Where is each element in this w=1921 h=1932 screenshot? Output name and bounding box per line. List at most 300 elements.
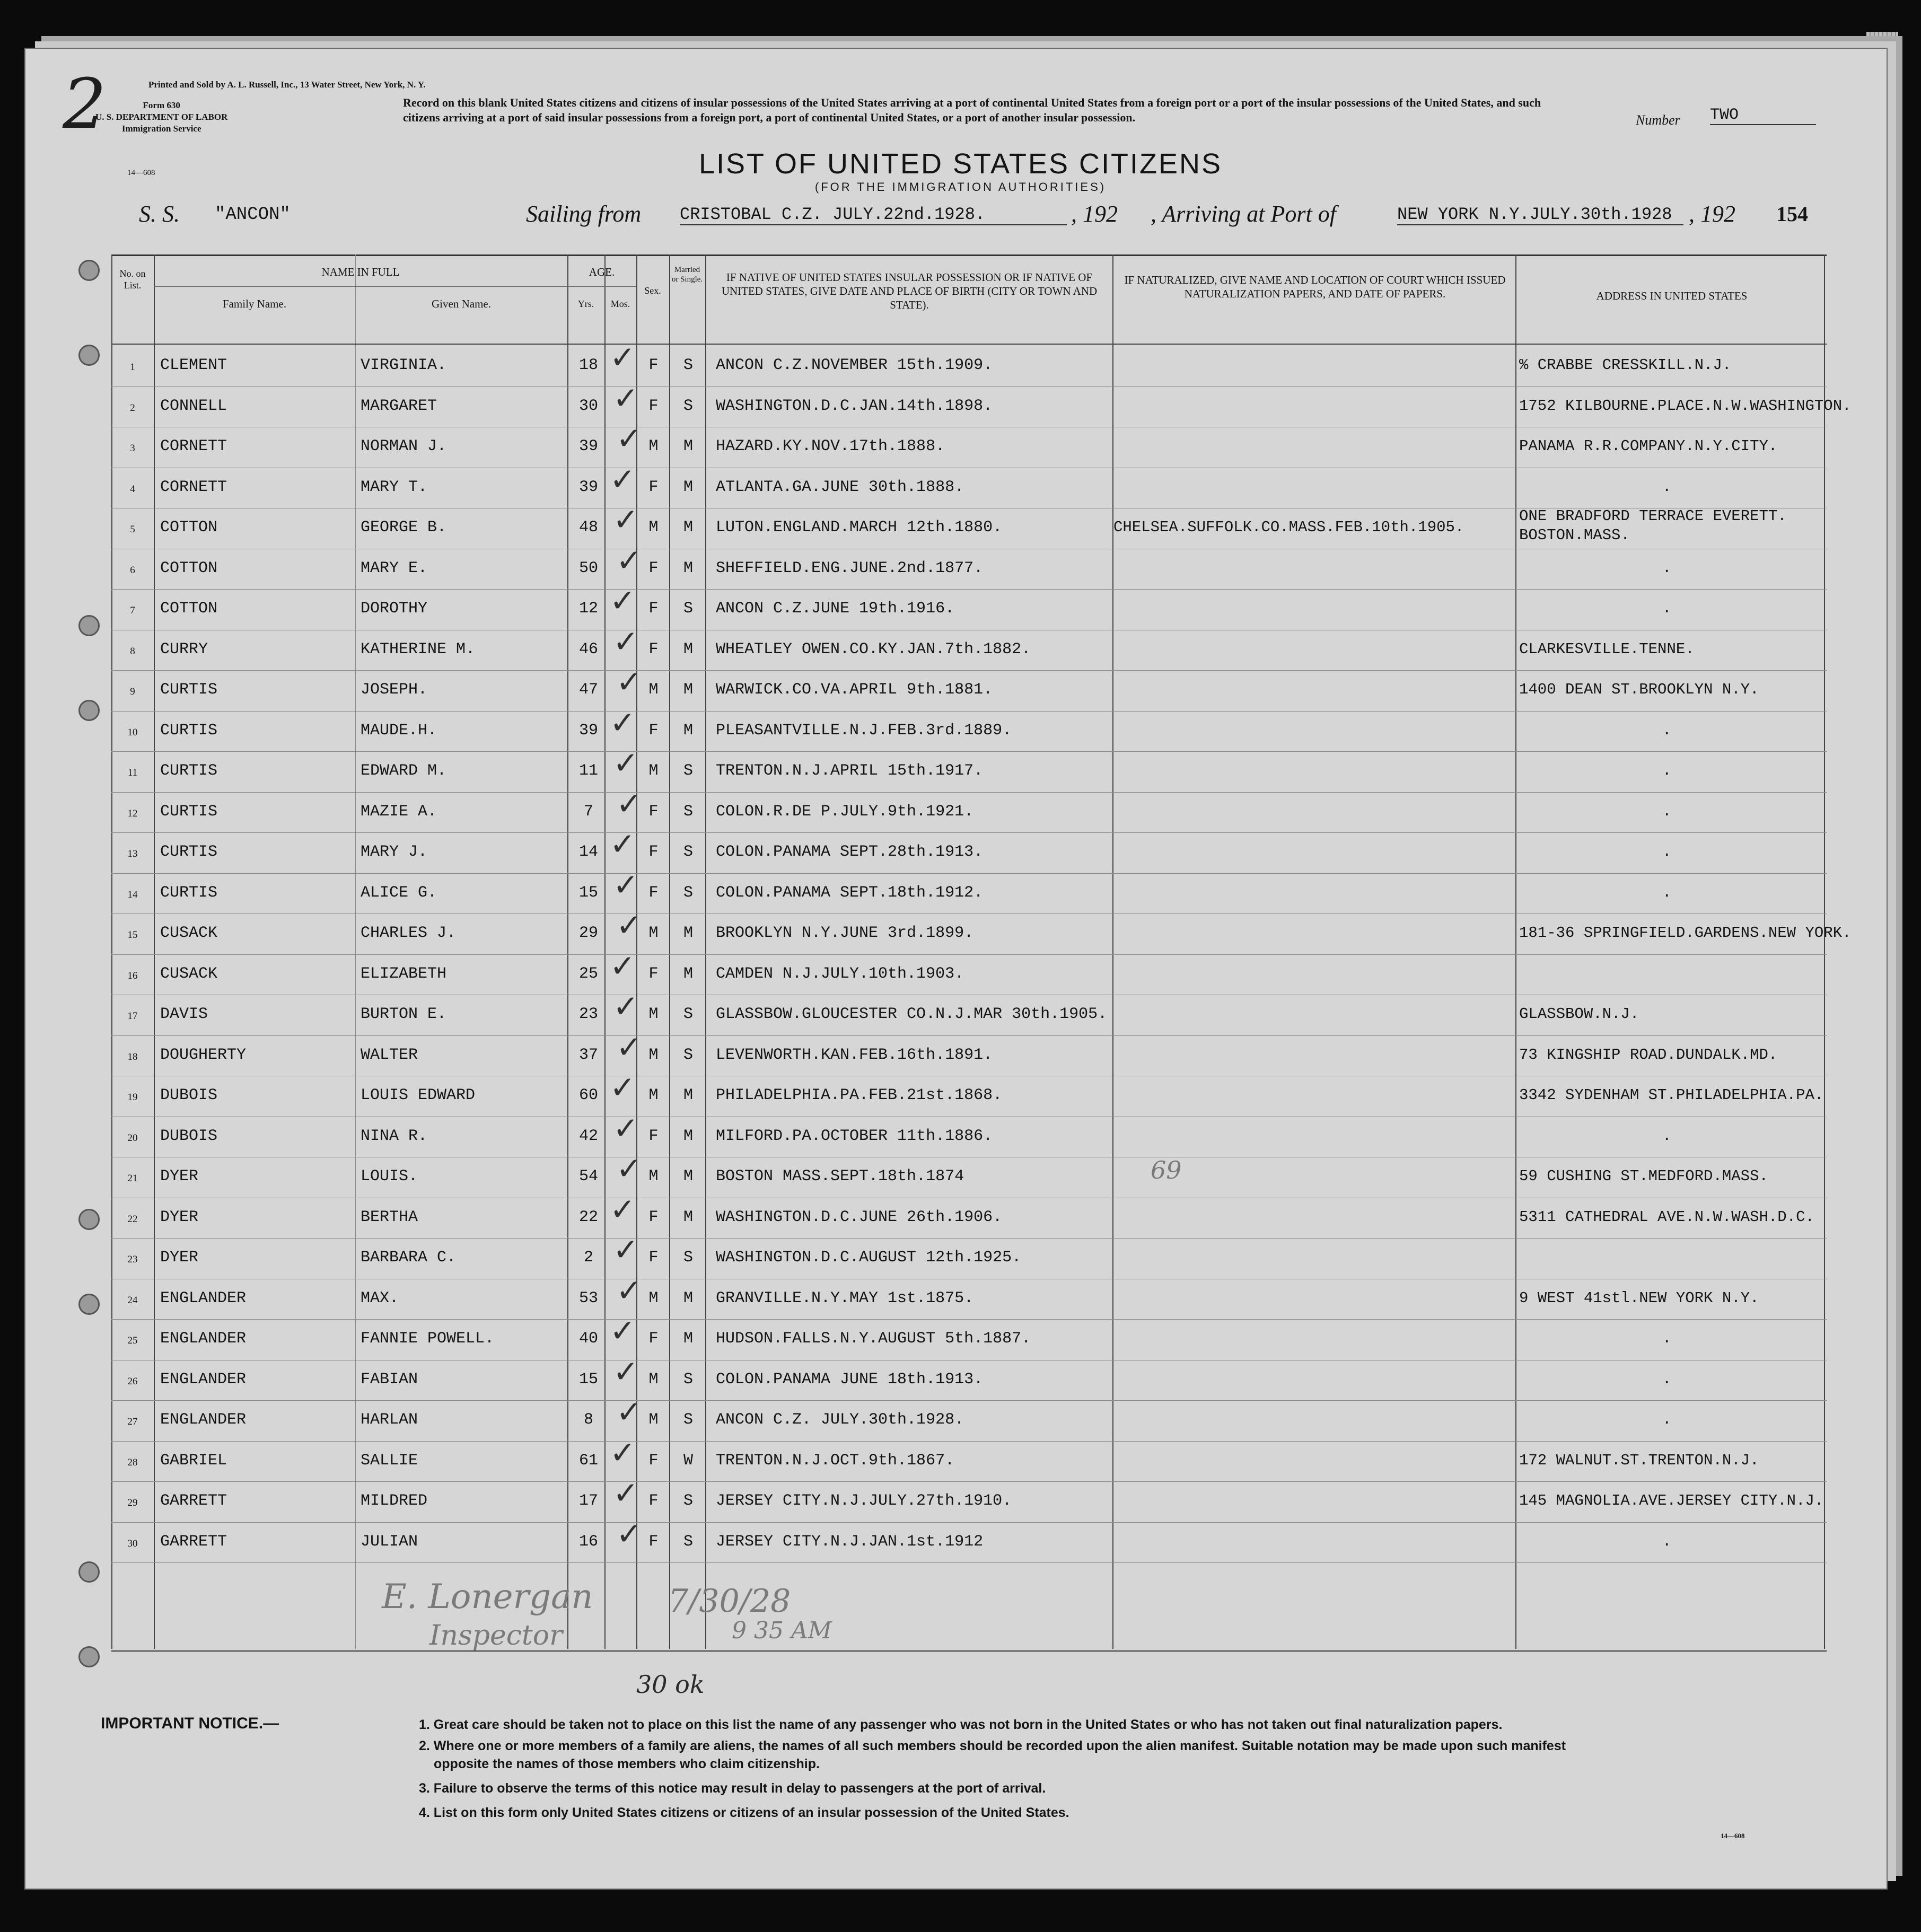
inspector-title: Inspector <box>429 1620 563 1652</box>
marital-status: S <box>683 843 693 861</box>
punch-hole <box>78 1209 100 1230</box>
birth-place-date: WARWICK.CO.VA.APRIL 9th.1881. <box>716 681 993 699</box>
age-years: 15 <box>578 1370 598 1389</box>
row-rule <box>111 1522 1827 1523</box>
checkmark-icon: ✓ <box>616 1394 642 1430</box>
row-number: 21 <box>127 1173 138 1184</box>
family-name: CURTIS <box>160 762 218 780</box>
punch-hole <box>78 700 100 721</box>
age-years: 30 <box>578 397 598 415</box>
sex-value: M <box>648 1167 659 1185</box>
naturalization-info: CHELSEA.SUFFOLK.CO.MASS.FEB.10th.1905. <box>1113 519 1464 536</box>
row-number: 19 <box>127 1092 138 1103</box>
age-years: 2 <box>583 1249 593 1267</box>
margin-note: 30 ok <box>636 1670 705 1699</box>
row-rule <box>111 1400 1827 1401</box>
us-address: % CRABBE CRESSKILL.N.J. <box>1519 356 1732 374</box>
col-age: AGE. <box>589 266 615 278</box>
col-sex: Sex. <box>644 285 661 296</box>
given-name: GEORGE B. <box>361 519 447 537</box>
us-address: 1400 DEAN ST.BROOKLYN N.Y. <box>1519 681 1759 698</box>
checkmark-icon: ✓ <box>616 420 642 456</box>
family-name: GABRIEL <box>160 1451 227 1470</box>
marital-status: S <box>683 1411 693 1429</box>
age-years: 15 <box>578 883 598 902</box>
col-family-name: Family Name. <box>222 297 287 310</box>
sex-value: M <box>648 1370 659 1389</box>
row-rule <box>111 954 1827 955</box>
row-rule <box>111 1441 1827 1442</box>
column-divider <box>636 254 637 1649</box>
sex-value: M <box>648 1086 659 1104</box>
family-name: CUSACK <box>160 964 218 983</box>
checkmark-icon: ✓ <box>610 826 636 862</box>
sex-value: F <box>648 721 659 740</box>
checkmark-icon: ✓ <box>613 1110 639 1146</box>
checkmark-icon: ✓ <box>613 1232 639 1268</box>
given-name: LOUIS. <box>361 1167 418 1185</box>
row-number: 16 <box>127 970 138 981</box>
age-years: 8 <box>583 1411 593 1429</box>
given-name: BERTHA <box>361 1208 418 1226</box>
checkmark-icon: ✓ <box>616 1151 642 1187</box>
us-address: . <box>1662 1330 1672 1347</box>
age-years: 39 <box>578 721 598 740</box>
family-name: CUSACK <box>160 924 218 942</box>
punch-hole <box>78 1646 100 1667</box>
inspection-time: 9 35 AM <box>732 1617 832 1644</box>
marital-status: S <box>683 356 693 374</box>
marital-status: W <box>683 1451 693 1470</box>
sailing-label: Sailing from <box>526 201 642 227</box>
us-address: 172 WALNUT.ST.TRENTON.N.J. <box>1519 1451 1759 1469</box>
sex-value: F <box>648 478 659 496</box>
age-years: 25 <box>578 964 598 983</box>
birth-place-date: TRENTON.N.J.APRIL 15th.1917. <box>716 762 984 780</box>
age-years: 17 <box>578 1492 598 1510</box>
given-name: JULIAN <box>361 1532 418 1551</box>
us-address: . <box>1662 478 1672 496</box>
birth-place-date: ATLANTA.GA.JUNE 30th.1888. <box>716 478 964 496</box>
row-number: 22 <box>127 1213 138 1225</box>
col-married: Married or Single. <box>671 266 703 284</box>
checkmark-icon: ✓ <box>616 664 642 700</box>
sex-value: M <box>648 1005 659 1023</box>
sex-value: F <box>648 356 659 374</box>
family-name: DYER <box>160 1208 199 1226</box>
row-rule <box>111 1481 1827 1482</box>
family-name: DOUGHERTY <box>160 1046 247 1064</box>
marital-status: S <box>683 1249 693 1267</box>
marital-status: M <box>683 1167 693 1185</box>
checkmark-icon: ✓ <box>616 907 642 943</box>
row-number: 23 <box>127 1254 138 1265</box>
us-address: 181-36 SPRINGFIELD.GARDENS.NEW YORK. <box>1519 924 1852 942</box>
age-years: 40 <box>578 1330 598 1348</box>
footer-code: 14—608 <box>1721 1832 1745 1840</box>
row-number: 24 <box>127 1294 138 1306</box>
checkmark-icon: ✓ <box>610 704 636 741</box>
birth-place-date: JERSEY CITY.N.J.JAN.1st.1912 <box>716 1532 984 1551</box>
birth-place-date: BROOKLYN N.Y.JUNE 3rd.1899. <box>716 924 974 942</box>
sex-value: F <box>648 1208 659 1226</box>
sex-value: F <box>648 1127 659 1145</box>
birth-place-date: WHEATLEY OWEN.CO.KY.JAN.7th.1882. <box>716 640 1031 658</box>
given-name: NORMAN J. <box>361 437 447 455</box>
ss-label: S. S. <box>139 201 180 227</box>
us-address: . <box>1662 883 1672 901</box>
arriving-value: NEW YORK N.Y.JULY.30th.1928 <box>1397 205 1683 225</box>
marital-status: S <box>683 1005 693 1023</box>
us-address: 145 MAGNOLIA.AVE.JERSEY CITY.N.J. <box>1519 1492 1824 1509</box>
given-name: MARY T. <box>361 478 428 496</box>
sex-value: F <box>648 883 659 902</box>
birth-place-date: LUTON.ENGLAND.MARCH 12th.1880. <box>716 519 1003 537</box>
age-years: 39 <box>578 437 598 455</box>
sex-value: F <box>648 600 659 618</box>
given-name: FABIAN <box>361 1370 418 1389</box>
given-name: JOSEPH. <box>361 681 428 699</box>
family-name: CLEMENT <box>160 356 227 374</box>
age-years: 29 <box>578 924 598 942</box>
marital-status: S <box>683 1492 693 1510</box>
family-name: DYER <box>160 1249 199 1267</box>
us-address: GLASSBOW.N.J. <box>1519 1005 1639 1023</box>
year-suffix: , 192 <box>1071 201 1118 227</box>
us-address: . <box>1662 559 1672 577</box>
family-name: ENGLANDER <box>160 1370 247 1389</box>
punch-hole <box>78 1561 100 1583</box>
birth-place-date: LEVENWORTH.KAN.FEB.16th.1891. <box>716 1046 993 1064</box>
marital-status: M <box>683 721 693 740</box>
family-name: CURRY <box>160 640 208 658</box>
birth-place-date: COLON.PANAMA SEPT.18th.1912. <box>716 883 984 902</box>
col-naturalized: IF NATURALIZED, GIVE NAME AND LOCATION OF COURT WHICH ISSUED NATURALIZATION PAPERS, AND DATE OF PAPERS. <box>1124 274 1506 300</box>
us-address: 9 WEST 41stl.NEW YORK N.Y. <box>1519 1289 1759 1307</box>
given-name: SALLIE <box>361 1451 418 1470</box>
record-instructions: Record on this blank United States citizens and citizens of insular possessions of the United States arriving at a port of continental United States from a foreign port or a port of the insular possessions of the United States, and such citizens arriving at a port of said insular possessions from a foreign port, a port of continental United States, or a port of another insular possession. <box>403 96 1541 124</box>
age-years: 46 <box>578 640 598 658</box>
row-number: 6 <box>130 564 135 576</box>
given-name: MARY J. <box>361 843 428 861</box>
col-birth: IF NATIVE OF UNITED STATES INSULAR POSSESSION OR IF NATIVE OF UNITED STATES, GIVE DATE AND PLACE OF BIRTH (CITY OR TOWN AND STATE). <box>721 271 1098 311</box>
family-name: ENGLANDER <box>160 1289 247 1307</box>
given-name: LOUIS EDWARD <box>361 1086 476 1104</box>
column-divider <box>669 254 670 1649</box>
birth-place-date: GLASSBOW.GLOUCESTER CO.N.J.MAR 30th.1905. <box>716 1005 1108 1023</box>
sex-value: M <box>648 519 659 537</box>
row-rule <box>111 711 1827 712</box>
row-number: 3 <box>130 443 135 454</box>
header-rule <box>111 344 1827 345</box>
age-years: 16 <box>578 1532 598 1551</box>
birth-place-date: BOSTON MASS.SEPT.18th.1874 <box>716 1167 964 1185</box>
checkmark-icon: ✓ <box>610 1191 636 1227</box>
given-name: BARBARA C. <box>361 1249 457 1267</box>
family-name: CURTIS <box>160 802 218 821</box>
given-name: VIRGINIA. <box>361 356 447 374</box>
us-address: 3342 SYDENHAM ST.PHILADELPHIA.PA. <box>1519 1086 1824 1104</box>
marginal-number: 69 <box>1151 1156 1182 1184</box>
family-name: DYER <box>160 1167 199 1185</box>
given-name: FANNIE POWELL. <box>361 1330 495 1348</box>
row-rule <box>111 1035 1827 1036</box>
page-subtitle: (FOR THE IMMIGRATION AUTHORITIES) <box>814 180 1107 194</box>
family-name: COTTON <box>160 559 218 577</box>
notice-item: 3. Failure to observe the terms of this notice may result in delay to passengers at the port of arrival. <box>419 1781 1046 1796</box>
us-address: PANAMA R.R.COMPANY.N.Y.CITY. <box>1519 437 1778 455</box>
sex-value: M <box>648 681 659 699</box>
row-number: 13 <box>127 848 138 859</box>
printer-credit: Printed and Sold by A. L. Russell, Inc., 13 Water Street, New York, N. Y. <box>148 80 426 90</box>
sex-value: F <box>648 1532 659 1551</box>
sailing-value: CRISTOBAL C.Z. JULY.22nd.1928. <box>680 205 1067 225</box>
checkmark-icon: ✓ <box>613 745 639 781</box>
age-years: 61 <box>578 1451 598 1470</box>
sex-value: M <box>648 1046 659 1064</box>
page-title: LIST OF UNITED STATES CITIZENS <box>698 148 1223 180</box>
family-name: CORNETT <box>160 437 227 455</box>
row-number: 9 <box>130 686 135 697</box>
marital-status: S <box>683 1532 693 1551</box>
given-name: DOROTHY <box>361 600 428 618</box>
checkmark-icon: ✓ <box>616 785 642 822</box>
marital-status: M <box>683 1330 693 1348</box>
sex-value: F <box>648 1451 659 1470</box>
notice-item: 4. List on this form only United States citizens or citizens of an insular possession of the United States. <box>419 1805 1069 1820</box>
col-address: ADDRESS IN UNITED STATES <box>1596 289 1748 302</box>
family-name: CURTIS <box>160 681 218 699</box>
birth-place-date: ANCON C.Z.NOVEMBER 15th.1909. <box>716 356 993 374</box>
age-subheader-rule <box>567 286 636 287</box>
age-years: 53 <box>578 1289 598 1307</box>
marital-status: M <box>683 1127 693 1145</box>
given-name: ALICE G. <box>361 883 437 902</box>
service-label: Immigration Service <box>121 124 201 134</box>
age-years: 18 <box>578 356 598 374</box>
given-name: CHARLES J. <box>361 924 457 942</box>
ship-name: "ANCON" <box>215 205 291 225</box>
marital-status: M <box>683 519 693 537</box>
row-number: 5 <box>130 524 135 535</box>
us-address: . <box>1662 762 1672 779</box>
checkmark-icon: ✓ <box>610 947 636 984</box>
checkmark-icon: ✓ <box>613 623 639 660</box>
birth-place-date: COLON.PANAMA SEPT.28th.1913. <box>716 843 984 861</box>
sex-value: F <box>648 397 659 415</box>
birth-place-date: JERSEY CITY.N.J.JULY.27th.1910. <box>716 1492 1012 1510</box>
checkmark-icon: ✓ <box>616 542 642 578</box>
column-divider <box>567 254 568 1649</box>
family-name: DUBOIS <box>160 1127 218 1145</box>
given-name: KATHERINE M. <box>361 640 476 658</box>
birth-place-date: COLON.PANAMA JUNE 18th.1913. <box>716 1370 984 1389</box>
row-rule <box>111 873 1827 874</box>
marital-status: S <box>683 397 693 415</box>
age-years: 11 <box>578 762 598 780</box>
manifest-table <box>111 254 1827 1652</box>
sex-value: F <box>648 843 659 861</box>
checkmark-icon: ✓ <box>610 339 636 375</box>
us-address: . <box>1662 1532 1672 1550</box>
punch-hole <box>78 260 100 281</box>
notice-lead: IMPORTANT NOTICE.— <box>101 1715 279 1732</box>
marital-status: M <box>683 1289 693 1307</box>
column-divider <box>604 254 606 1649</box>
family-name: ENGLANDER <box>160 1330 247 1348</box>
family-name: DAVIS <box>160 1005 208 1023</box>
given-name: MILDRED <box>361 1492 428 1510</box>
row-rule <box>111 792 1827 793</box>
given-name: MARY E. <box>361 559 428 577</box>
number-value: TWO <box>1710 106 1816 125</box>
sex-value: F <box>648 1492 659 1510</box>
row-rule <box>111 751 1827 752</box>
marital-status: M <box>683 964 693 983</box>
sex-value: M <box>648 762 659 780</box>
checkmark-icon: ✓ <box>613 502 639 538</box>
row-number: 4 <box>130 483 135 495</box>
us-address: . <box>1662 802 1672 820</box>
family-name: ENGLANDER <box>160 1411 247 1429</box>
marital-status: M <box>683 478 693 496</box>
column-divider <box>1824 254 1825 1649</box>
marital-status: M <box>683 640 693 658</box>
sex-value: M <box>648 437 659 455</box>
form-code: 14—608 <box>127 169 155 177</box>
form-number-handwritten: 2 <box>63 64 107 144</box>
row-rule <box>111 589 1827 590</box>
col-yrs: Yrs. <box>577 298 594 309</box>
row-number: 12 <box>127 807 138 819</box>
row-number: 10 <box>127 726 138 738</box>
sex-value: M <box>648 924 659 942</box>
us-address: . <box>1662 721 1672 739</box>
age-years: 39 <box>578 478 598 496</box>
row-rule <box>111 1562 1827 1563</box>
family-name: CONNELL <box>160 397 227 415</box>
sex-value: F <box>648 802 659 821</box>
name-subheader-rule <box>154 286 567 287</box>
age-years: 12 <box>578 600 598 618</box>
col-given-name: Given Name. <box>432 297 491 310</box>
family-name: CURTIS <box>160 843 218 861</box>
family-name: CORNETT <box>160 478 227 496</box>
us-address: . <box>1662 1370 1672 1388</box>
column-divider <box>1112 254 1113 1649</box>
col-mos: Mos. <box>610 298 630 309</box>
marital-status: S <box>683 600 693 618</box>
given-name: ELIZABETH <box>361 964 447 983</box>
birth-place-date: PLEASANTVILLE.N.J.FEB.3rd.1889. <box>716 721 1012 740</box>
checkmark-icon: ✓ <box>613 1475 639 1511</box>
given-name: NINA R. <box>361 1127 428 1145</box>
checkmark-icon: ✓ <box>613 866 639 903</box>
given-name: HARLAN <box>361 1411 418 1429</box>
column-divider <box>154 254 155 1649</box>
row-number: 26 <box>127 1375 138 1387</box>
family-name: GARRETT <box>160 1532 227 1551</box>
row-number: 2 <box>130 402 135 414</box>
sex-value: M <box>648 1289 659 1307</box>
row-rule <box>111 670 1827 671</box>
row-number: 20 <box>127 1132 138 1144</box>
age-years: 42 <box>578 1127 598 1145</box>
row-number: 1 <box>130 362 135 373</box>
row-number: 18 <box>127 1051 138 1062</box>
birth-place-date: MILFORD.PA.OCTOBER 11th.1886. <box>716 1127 993 1145</box>
row-rule <box>111 1319 1827 1320</box>
marital-status: M <box>683 1086 693 1104</box>
us-address: 1752 KILBOURNE.PLACE.N.W.WASHINGTON. <box>1519 397 1852 415</box>
marital-status: S <box>683 883 693 902</box>
family-name: CURTIS <box>160 721 218 740</box>
us-address: . <box>1662 843 1672 860</box>
age-years: 47 <box>578 681 598 699</box>
us-address: 73 KINGSHIP ROAD.DUNDALK.MD. <box>1519 1046 1778 1064</box>
sex-value: F <box>648 964 659 983</box>
us-address: 5311 CATHEDRAL AVE.N.W.WASH.D.C. <box>1519 1208 1814 1226</box>
age-years: 7 <box>583 802 593 821</box>
sex-value: M <box>648 1411 659 1429</box>
form-block <box>95 100 227 135</box>
checkmark-icon: ✓ <box>610 461 636 497</box>
birth-place-date: TRENTON.N.J.OCT.9th.1867. <box>716 1451 955 1470</box>
column-divider <box>1515 254 1516 1649</box>
given-name: MARGARET <box>361 397 437 415</box>
family-name: GARRETT <box>160 1492 227 1510</box>
inspector-signature: E. Lonergan <box>382 1577 593 1617</box>
checkmark-icon: ✓ <box>613 1353 639 1390</box>
us-address: ONE BRADFORD TERRACE EVERETT. BOSTON.MASS. <box>1519 507 1787 544</box>
birth-place-date: HUDSON.FALLS.N.Y.AUGUST 5th.1887. <box>716 1330 1031 1348</box>
age-years: 50 <box>578 559 598 577</box>
marital-status: M <box>683 437 693 455</box>
row-number: 29 <box>127 1497 138 1508</box>
row-number: 15 <box>127 929 138 941</box>
form-label: Form 630 <box>143 100 180 110</box>
punch-hole <box>78 1294 100 1315</box>
age-years: 23 <box>578 1005 598 1023</box>
row-number: 8 <box>130 645 135 657</box>
marital-status: S <box>683 762 693 780</box>
given-name: MAZIE A. <box>361 802 437 821</box>
marital-status: M <box>683 1208 693 1226</box>
notice-item: 1. Great care should be taken not to place on this list the name of any passenger who was not born in the United States or who has not taken out final naturalization papers. <box>419 1717 1503 1732</box>
given-name: WALTER <box>361 1046 418 1064</box>
marital-status: S <box>683 802 693 821</box>
punch-hole <box>78 345 100 366</box>
row-number: 14 <box>127 889 138 900</box>
birth-place-date: ANCON C.Z.JUNE 19th.1916. <box>716 600 955 618</box>
sex-value: F <box>648 1330 659 1348</box>
birth-place-date: WASHINGTON.D.C.AUGUST 12th.1925. <box>716 1249 1022 1267</box>
marital-status: S <box>683 1046 693 1064</box>
marital-status: M <box>683 681 693 699</box>
column-divider <box>355 254 356 1649</box>
given-name: MAUDE.H. <box>361 721 437 740</box>
row-number: 11 <box>127 767 138 778</box>
marital-status: M <box>683 559 693 577</box>
us-address: . <box>1662 600 1672 617</box>
notice-item: 2. Where one or more members of a family are aliens, the names of all such members should be recorded upon the alien manifest. Suitable notation may be made upon such manifest <box>419 1738 1566 1753</box>
family-name: DUBOIS <box>160 1086 218 1104</box>
page-number: 154 <box>1776 202 1808 226</box>
punch-hole <box>78 615 100 636</box>
us-address: . <box>1662 1411 1672 1428</box>
us-address: CLARKESVILLE.TENNE. <box>1519 640 1695 658</box>
birth-place-date: WASHINGTON.D.C.JUNE 26th.1906. <box>716 1208 1003 1226</box>
